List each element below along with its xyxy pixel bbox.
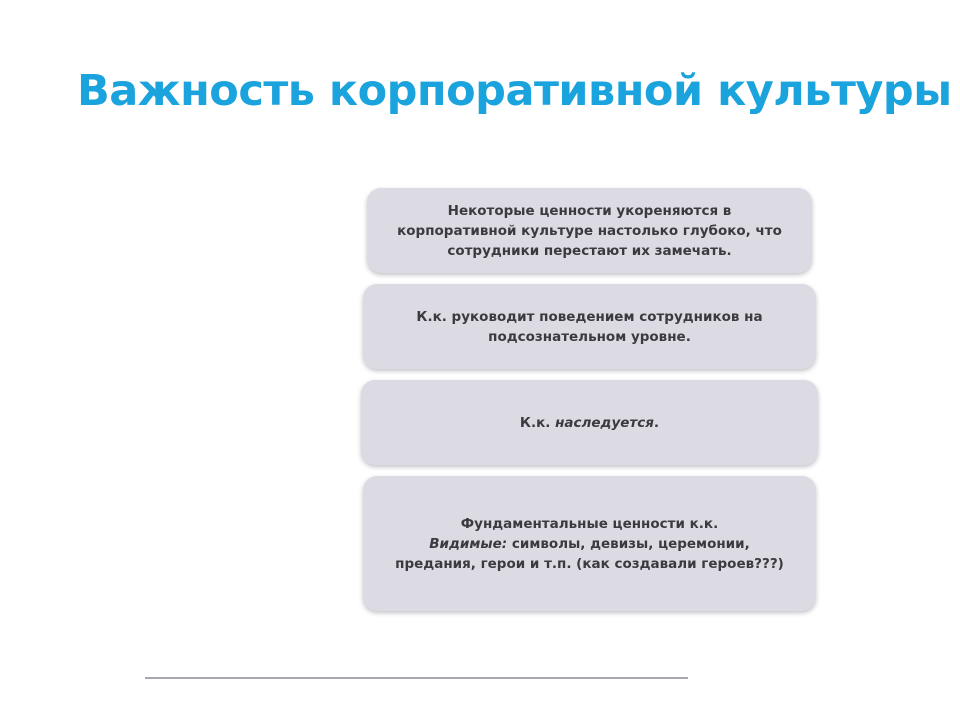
statement-box-2 bbox=[363, 284, 816, 369]
statement-3-suffix: . bbox=[653, 414, 660, 431]
statement-box-4 bbox=[363, 476, 816, 611]
statement-box-3 bbox=[361, 380, 818, 465]
statement-4-line1: Фундаментальные ценности к.к. bbox=[460, 515, 719, 532]
slide-title: Важность корпоративной культуры bbox=[77, 66, 952, 116]
statement-text-3 bbox=[520, 413, 659, 433]
footer-divider bbox=[145, 677, 688, 679]
statement-3-emphasis: наследуется bbox=[555, 414, 654, 431]
statement-4-rest: символы, девизы, церемонии, предания, герои и т.п. (как создавали героев???) bbox=[395, 535, 784, 572]
statement-3-prefix: К.к. bbox=[519, 414, 556, 431]
statement-text-4 bbox=[387, 514, 792, 574]
statement-text-2: К.к. руководит поведением сотрудников на подсознательном уровне. bbox=[416, 308, 763, 345]
statement-4-emphasis: Видимые: bbox=[429, 535, 508, 552]
statement-text-1: Некоторые ценности укореняются в корпоративной культуре настолько глубоко, что сотрудники перестают их замечать. bbox=[397, 202, 782, 259]
statement-box-1 bbox=[367, 188, 812, 273]
